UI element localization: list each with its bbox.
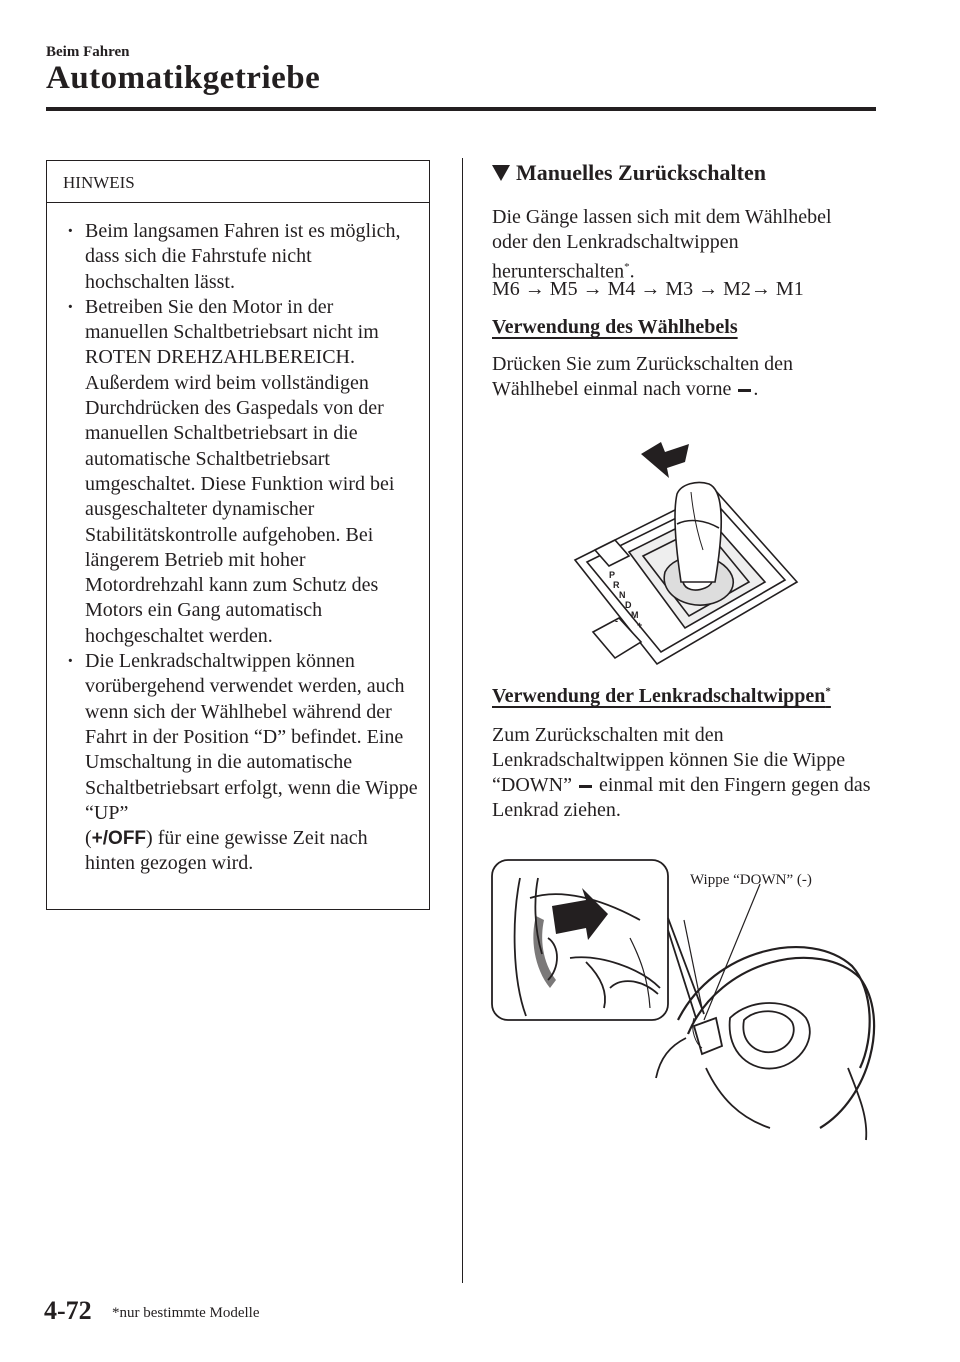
subheading-selector-lever: Verwendung des Wählhebels: [492, 316, 738, 338]
note-box: [46, 160, 430, 910]
up-off-symbol: +/OFF: [91, 828, 147, 850]
gear-sequence: M6 → M5 → M4 → M3 → M2→ M1: [492, 278, 804, 300]
shift-letter-m: M: [631, 610, 639, 620]
paddle-footnote-mark: *: [825, 685, 831, 698]
shift-letter-plus: +: [637, 620, 643, 630]
note-bullet-3-text: Die Lenkradschaltwippen können vorübergehend verwendet werden, auch wenn sich der Wählhebel während der Fahrt in der Position “D” befindet. Eine Umschaltung in die automatische Schaltbetriebsart erfolgt, wenn die Wippe “UP”: [85, 650, 418, 824]
shift-letter-n: N: [619, 590, 626, 600]
note-heading: HINWEIS: [47, 161, 429, 203]
section-heading: [492, 160, 766, 186]
subheading-paddle-shifters: [492, 685, 831, 708]
note-list: [47, 203, 429, 877]
shift-lever-illustration: [565, 432, 805, 682]
note-bullet-3-tail: ) für eine gewisse Zeit nach hinten gezogen wird.: [85, 827, 368, 875]
shift-letter-r: R: [613, 580, 620, 590]
page-title: Automatikgetriebe: [46, 60, 321, 96]
column-divider: [462, 158, 463, 1283]
intro-text: Die Gänge lassen sich mit dem Wählhebel oder den Lenkradschaltwippen herunterschalten: [492, 206, 832, 283]
title-rule: [46, 107, 876, 111]
note-bullet-3: · Die Lenkradschaltwippen können vorübergehend verwendet werden, auch wenn sich der Wählhebel während der Fahrt in der Position “D” befindet. Eine Umschaltung in die automatische Schaltbetriebsart erfolgt, wenn die Wippe “UP” (+/OFF) für eine gewisse Zeit nach hinten gezogen wird.: [67, 649, 419, 877]
footnote: *nur bestimmte Modelle: [112, 1305, 260, 1321]
selector-lever-text: Drücken Sie zum Zurückschalten den Wählhebel einmal nach vorne: [492, 353, 794, 400]
paddle-paragraph: [492, 723, 872, 823]
steering-wheel-illustration: [490, 858, 880, 1148]
intro-paragraph: Die Gänge lassen sich mit dem Wählhebel oder den Lenkradschaltwippen herunterschalten*.: [492, 206, 832, 283]
note-bullet-2: · Betreiben Sie den Motor in der manuellen Schaltbetriebsart nicht im ROTEN DREHZAHLBEREICH. Außerdem wird beim vollständigen Durchdrücken des Gaspedals von der manuellen Schaltbetriebsart in die automatische Schaltbetriebsart umgeschaltet. Diese Funktion wird bei ausgeschalteter dynamischer Stabilitätskontrolle aufgehoben. Bei längerem Betrieb mit hoher Motordrehzahl kann zum Schutz des Motors ein Gang automatisch hochgeschaltet werden.: [67, 295, 419, 649]
triangle-marker-icon: [492, 165, 510, 181]
minus-icon: [579, 785, 592, 788]
minus-icon: [738, 389, 751, 392]
footnote-mark: *: [624, 261, 630, 273]
shift-letter-minus: -: [615, 616, 618, 626]
section-heading-text: Manuelles Zurückschalten: [516, 160, 766, 185]
shift-letter-p: P: [609, 570, 616, 580]
figure-caption: Wippe “DOWN” (-): [690, 872, 812, 888]
section-label: Beim Fahren: [46, 44, 130, 60]
page-number: 4-72: [44, 1296, 92, 1325]
paddle-text-a: Zum Zurückschalten mit den Lenkradschaltwippen können Sie die Wippe “DOWN”: [492, 724, 846, 796]
note-bullet-1: · Beim langsamen Fahren ist es möglich, dass sich die Fahrstufe nicht hochschalten lässt.: [67, 219, 419, 295]
paddle-text-b: einmal mit den Fingern gegen das Lenkrad ziehen.: [492, 774, 871, 821]
subheading-paddle-shifters-text: Verwendung der Lenkradschaltwippen: [492, 685, 826, 707]
selector-lever-paragraph: Drücken Sie zum Zurückschalten den Wählhebel einmal nach vorne .: [492, 353, 794, 400]
shift-letter-d: D: [625, 600, 632, 610]
